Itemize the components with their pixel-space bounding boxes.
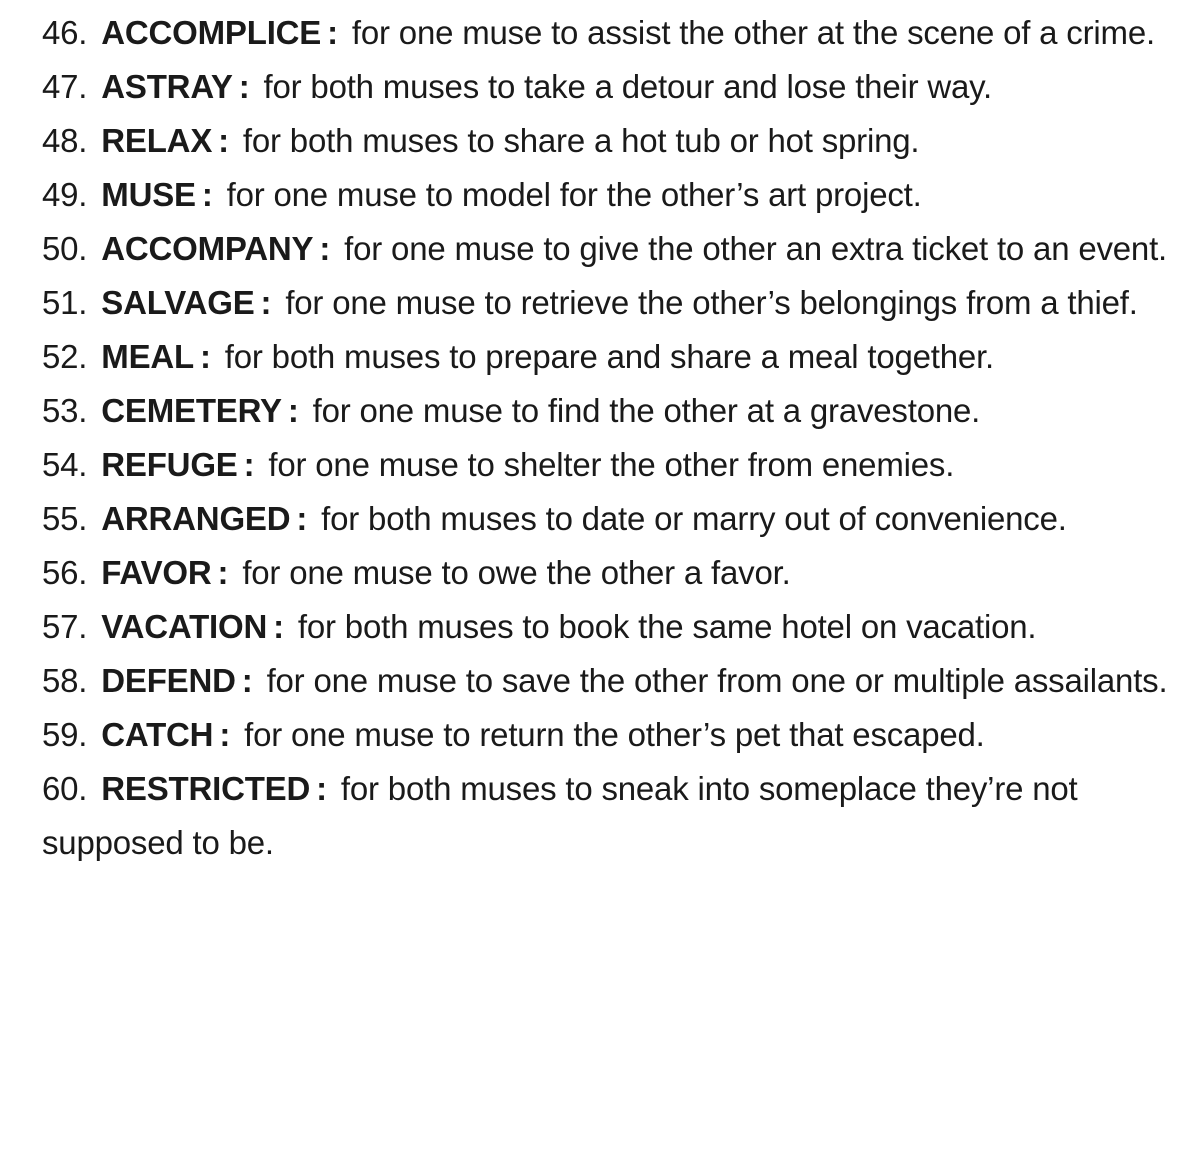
prompt-number: 55. xyxy=(42,500,88,537)
prompt-number: 59. xyxy=(42,716,88,753)
prompt-text: for one muse to shelter the other from enemies. xyxy=(268,446,955,483)
prompt-number: 52. xyxy=(42,338,88,375)
prompt-number: 48. xyxy=(42,122,88,159)
prompt-item xyxy=(42,708,1182,762)
prompt-number: 58. xyxy=(42,662,88,699)
prompt-item xyxy=(42,492,1182,546)
prompt-keyword: ARRANGED xyxy=(101,500,291,537)
prompt-keyword: DEFEND xyxy=(101,662,236,699)
prompt-number: 60. xyxy=(42,770,88,807)
prompt-number: 54. xyxy=(42,446,88,483)
prompt-item xyxy=(42,60,1182,114)
prompt-item xyxy=(42,438,1182,492)
prompt-colon: : xyxy=(199,338,211,375)
prompt-colon: : xyxy=(217,554,229,591)
prompt-colon: : xyxy=(243,446,255,483)
prompt-item xyxy=(42,330,1182,384)
prompt-text: for both muses to take a detour and lose their way. xyxy=(263,68,992,105)
prompt-keyword: CATCH xyxy=(101,716,214,753)
prompt-item xyxy=(42,600,1182,654)
prompt-text: for one muse to retrieve the other’s belongings from a thief. xyxy=(285,284,1138,321)
prompt-item xyxy=(42,546,1182,600)
prompt-item xyxy=(42,654,1182,708)
prompt-item xyxy=(42,276,1182,330)
prompt-number: 46. xyxy=(42,14,88,51)
prompt-keyword: RELAX xyxy=(101,122,213,159)
prompt-keyword: MEAL xyxy=(101,338,194,375)
prompt-colon: : xyxy=(327,14,338,51)
prompt-item xyxy=(42,762,1182,870)
prompt-colon: : xyxy=(260,284,272,321)
prompt-text: for both muses to prepare and share a meal together. xyxy=(224,338,995,375)
prompt-text: for both muses to book the same hotel on vacation. xyxy=(297,608,1037,645)
prompt-keyword: ASTRAY xyxy=(101,68,233,105)
prompt-number: 56. xyxy=(42,554,88,591)
prompt-item xyxy=(42,222,1182,276)
prompt-keyword: SALVAGE xyxy=(101,284,255,321)
prompt-colon: : xyxy=(238,68,250,105)
prompt-text: for both muses to share a hot tub or hot spring. xyxy=(242,122,920,159)
prompt-text: for both muses to sneak into someplace they’re not supposed to be. xyxy=(42,770,1078,861)
prompt-colon: : xyxy=(218,122,229,159)
prompt-colon: : xyxy=(201,176,213,213)
prompt-item xyxy=(42,114,1182,168)
prompt-text: for one muse to save the other from one or multiple assailants. xyxy=(266,662,1168,699)
prompt-item xyxy=(42,168,1182,222)
prompt-number: 53. xyxy=(42,392,88,429)
prompt-text: for one muse to assist the other at the scene of a crime. xyxy=(351,14,1155,51)
prompt-item xyxy=(42,384,1182,438)
prompt-text: for one muse to owe the other a favor. xyxy=(242,554,791,591)
prompt-colon: : xyxy=(319,230,331,267)
prompt-text: for both muses to date or marry out of convenience. xyxy=(321,500,1067,537)
prompt-number: 50. xyxy=(42,230,88,267)
prompt-keyword: REFUGE xyxy=(101,446,238,483)
prompt-keyword: FAVOR xyxy=(101,554,212,591)
prompt-keyword: ACCOMPLICE xyxy=(101,14,322,51)
prompt-keyword: RESTRICTED xyxy=(101,770,311,807)
prompt-colon: : xyxy=(296,500,308,537)
prompt-keyword: ACCOMPANY xyxy=(101,230,314,267)
prompt-page xyxy=(42,6,1182,870)
top-edge xyxy=(0,0,1200,4)
prompt-colon: : xyxy=(241,662,253,699)
prompt-list xyxy=(42,6,1182,870)
prompt-keyword: CEMETERY xyxy=(101,392,282,429)
prompt-text: for one muse to model for the other’s art project. xyxy=(226,176,922,213)
prompt-colon: : xyxy=(287,392,299,429)
prompt-colon: : xyxy=(316,770,327,807)
prompt-keyword: MUSE xyxy=(101,176,196,213)
prompt-text: for one muse to find the other at a gravestone. xyxy=(312,392,981,429)
prompt-number: 47. xyxy=(42,68,88,105)
prompt-text: for one muse to return the other’s pet that escaped. xyxy=(244,716,985,753)
prompt-text: for one muse to give the other an extra ticket to an event. xyxy=(344,230,1168,267)
prompt-item xyxy=(42,6,1182,60)
prompt-colon: : xyxy=(219,716,231,753)
prompt-number: 51. xyxy=(42,284,88,321)
prompt-number: 57. xyxy=(42,608,88,645)
prompt-number: 49. xyxy=(42,176,88,213)
prompt-keyword: VACATION xyxy=(101,608,268,645)
prompt-colon: : xyxy=(273,608,284,645)
